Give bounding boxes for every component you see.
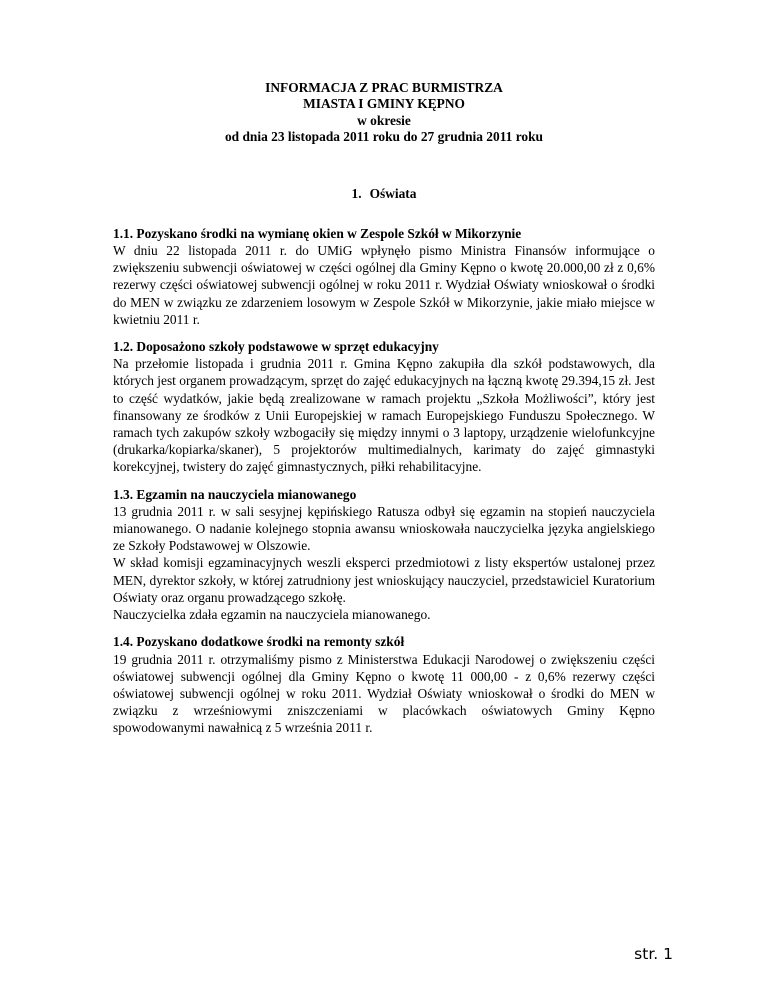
item-title: 1.2. Doposażono szkoły podstawowe w sprzęt edukacyjny — [113, 339, 439, 355]
document-title — [113, 80, 655, 146]
item-paragraph: 19 grudnia 2011 r. otrzymaliśmy pismo z Ministerstwa Edukacji Narodowej o zwiększeniu części oświatowej subwencji ogólnej dla Gminy Kępno o kwotę 11 000,00 - z 0,6% rezerwy części oświatowej subwencji ogólnej w roku 2011. Wydział Oświaty wnioskował o środki do MEN w związku z wrześniowymi zniszczeniami w placówkach oświatowych Gminy Kępno spowodowanymi nawałnicą z 5 września 2011 r. — [113, 651, 655, 736]
item-paragraph: Nauczycielka zdała egzamin na nauczyciela mianowanego. — [113, 607, 431, 623]
title-line-2: MIASTA I GMINY KĘPNO — [303, 96, 465, 112]
item-title: 1.4. Pozyskano dodatkowe środki na remonty szkół — [113, 634, 405, 650]
item-1-4 — [113, 633, 655, 736]
item-paragraph: 13 grudnia 2011 r. w sali sesyjnej kępińskiego Ratusza odbył się egzamin na stopień nauczyciela mianowanego. O nadanie kolejnego stopnia awansu wnioskowała nauczycielka języka angielskiego ze Szkoły Podstawowej w Olszowie. — [113, 503, 655, 554]
section-heading — [113, 185, 655, 202]
page-number: str. 1 — [634, 945, 673, 963]
section-title: Oświata — [369, 185, 417, 201]
title-line-4: od dnia 23 listopada 2011 roku do 27 grudnia 2011 roku — [224, 129, 543, 145]
item-title: 1.3. Egzamin na nauczyciela mianowanego — [113, 486, 357, 502]
section-number: 1. — [351, 185, 362, 201]
item-paragraph: W dniu 22 listopada 2011 r. do UMiG wpłynęło pismo Ministra Finansów informujące o zwiększeniu subwencji oświatowej w części ogólnej dla Gminy Kępno o kwotę 20.000,00 zł z 0,6% rezerwy części oświatowej subwencji ogólnej w roku 2011 r. Wydział Oświaty wnioskował o środki do MEN w związku ze zdarzeniem losowym w Zespole Szkół w Mikorzynie, jakie miało miejsce w kwietniu 2011 r. — [113, 243, 655, 327]
item-title: 1.1. Pozyskano środki na wymianę okien w Zespole Szkół w Mikorzynie — [113, 225, 522, 241]
title-line-3: w okresie — [357, 112, 411, 128]
item-paragraph: Na przełomie listopada i grudnia 2011 r. Gmina Kępno zakupiła dla szkół podstawowych, dla których jest organem prowadzącym, sprzęt do zajęć edukacyjnych na łączną kwotę 29.394,15 zł. Jest to część wydatków, jakie będą zrealizowane w ramach projektu „Szkoła Możliwości”, który jest finansowany ze środków z Unii Europejskiej w ramach Europejskiego Funduszu Społecznego. W ramach tych zakupów szkoły wzbogaciły się między innymi o 3 laptopy, urządzenie wielofunkcyjne (drukarka/kopiarka/skaner), 5 projektorów multimedialnych, karimaty do zajęć gimnastyki korekcyjnej, twistery do zajęć gimnastycznych, piłki rehabilitacyjne. — [113, 356, 655, 475]
document-page — [113, 80, 655, 737]
item-1-3 — [113, 486, 655, 624]
title-line-1: INFORMACJA Z PRAC BURMISTRZA — [265, 80, 503, 95]
item-1-2 — [113, 338, 655, 476]
item-1-1 — [113, 225, 655, 328]
item-paragraph: W skład komisji egzaminacyjnych weszli eksperci przedmiotowi z listy ekspertów ustalonej przez MEN, dyrektor szkoły, w której zatrudniony jest wnioskujący nauczyciel, przedstawiciel Kuratorium Oświaty oraz organu prowadzącego szkołę. — [113, 555, 655, 605]
